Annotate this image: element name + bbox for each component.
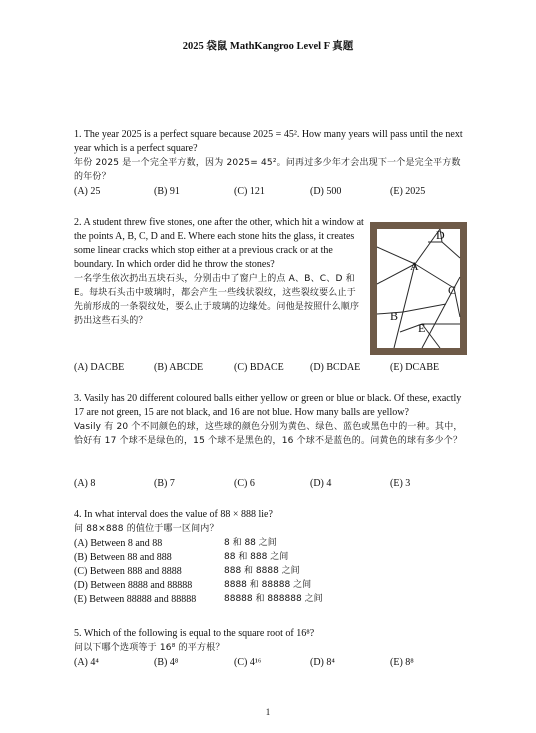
- question-2-text-zh: 一名学生依次扔出五块石头，分别击中了窗户上的点 A、B、C、D 和 E。每块石头击中玻璃时，都会产生一些线状裂纹，这些裂纹要么止于先前形成的一条裂纹处，要么止于玻璃的边缘处。问他是按照什么顺序扔出这些石头的？: [74, 274, 360, 326]
- option-c: (C) 121: [234, 186, 265, 197]
- question-1-options: [74, 186, 466, 200]
- page-number: 1: [265, 707, 271, 717]
- option-d: (D) 8⁴: [310, 657, 335, 668]
- interval-d-zh: 8888 和 88888 之间: [224, 580, 312, 590]
- question-2-options: [74, 362, 466, 376]
- interval-e-zh: 88888 和 888888 之间: [224, 594, 323, 604]
- option-d: (D) 4: [310, 478, 332, 489]
- question-2: [74, 216, 364, 328]
- question-4-intervals: [74, 537, 374, 609]
- option-c: (C) 6: [234, 478, 255, 489]
- interval-e-en: (E) Between 88888 and 88888: [74, 594, 197, 605]
- window-cracks-figure: [370, 222, 467, 355]
- option-b: (B) 91: [154, 186, 180, 197]
- option-c: (C) BDACE: [234, 362, 284, 373]
- option-d: (D) BCDAE: [310, 362, 361, 373]
- question-5-options: [74, 657, 466, 671]
- option-b: (B) ABCDE: [154, 362, 204, 373]
- interval-b-zh: 88 和 888 之间: [224, 552, 289, 562]
- interval-a-en: (A) Between 8 and 88: [74, 538, 163, 549]
- option-a: (A) DACBE: [74, 362, 125, 373]
- interval-c-en: (C) Between 888 and 8888: [74, 566, 182, 577]
- question-4-text-en: 4. In what interval does the value of 88 × 888 lie?: [74, 509, 273, 520]
- option-e: (E) DCABE: [390, 362, 440, 373]
- label-d: D: [436, 228, 445, 242]
- question-4: [74, 508, 466, 536]
- option-a: (A) 8: [74, 478, 96, 489]
- interval-a-zh: 8 和 88 之间: [224, 538, 277, 548]
- label-e: E: [418, 321, 426, 335]
- interval-d-en: (D) Between 8888 and 88888: [74, 580, 193, 591]
- page-title: 2025 袋鼠 MathKangroo Level F 真题: [182, 41, 354, 52]
- question-1-text-en: 1. The year 2025 is a perfect square because 2025 = 45². How many years will pass until the next year which is a perfect square?: [74, 129, 463, 154]
- option-a: (A) 4⁴: [74, 657, 99, 668]
- question-3: [74, 392, 466, 448]
- question-2-text-en: 2. A student threw five stones, one after the other, which hit a window at the points A, B, C, D and E. Where each stone hits the glass, it creates some linear cracks which stop either at a previous crack or at the boundary. In which order did he throw the stones?: [74, 217, 364, 270]
- question-5: [74, 627, 466, 655]
- interval-b-en: (B) Between 88 and 888: [74, 552, 172, 563]
- question-1-text-zh: 年份 2025 是一个完全平方数，因为 2025= 45²。问再过多少年才会出现下一个是完全平方数的年份？: [74, 158, 461, 182]
- question-5-text-zh: 问以下哪个选项等于 16⁸ 的平方根？: [74, 643, 225, 653]
- question-1: [74, 128, 466, 184]
- option-e: (E) 2025: [390, 186, 426, 197]
- option-b: (B) 4⁸: [154, 657, 179, 668]
- question-5-text-en: 5. Which of the following is equal to the square root of 16⁸?: [74, 628, 315, 639]
- label-a: A: [410, 259, 419, 273]
- option-e: (E) 3: [390, 478, 411, 489]
- option-b: (B) 7: [154, 478, 175, 489]
- label-c: C: [448, 283, 457, 297]
- question-4-text-zh: 问 88×888 的值位于哪一区间内？: [74, 524, 219, 534]
- option-d: (D) 500: [310, 186, 342, 197]
- label-b: B: [390, 309, 399, 323]
- option-e: (E) 8⁸: [390, 657, 414, 668]
- interval-c-zh: 888 和 8888 之间: [224, 566, 300, 576]
- option-c: (C) 4¹⁶: [234, 657, 262, 668]
- option-a: (A) 25: [74, 186, 101, 197]
- question-3-text-en: 3. Vasily has 20 different coloured balls either yellow or green or blue or black. Of these, exactly 17 are not green, 15 are not black, and 16 are not blue. How many balls are yellow?: [74, 393, 462, 418]
- question-3-options: [74, 478, 466, 492]
- question-3-text-zh: Vasily 有 20 个不同颜色的球，这些球的颜色分别为黄色、绿色、蓝色或黑色中的一种。其中，恰好有 17 个球不是绿色的，15 个球不是黑色的，16 个球不是蓝色的。问黄色的球有多少个？: [74, 422, 463, 446]
